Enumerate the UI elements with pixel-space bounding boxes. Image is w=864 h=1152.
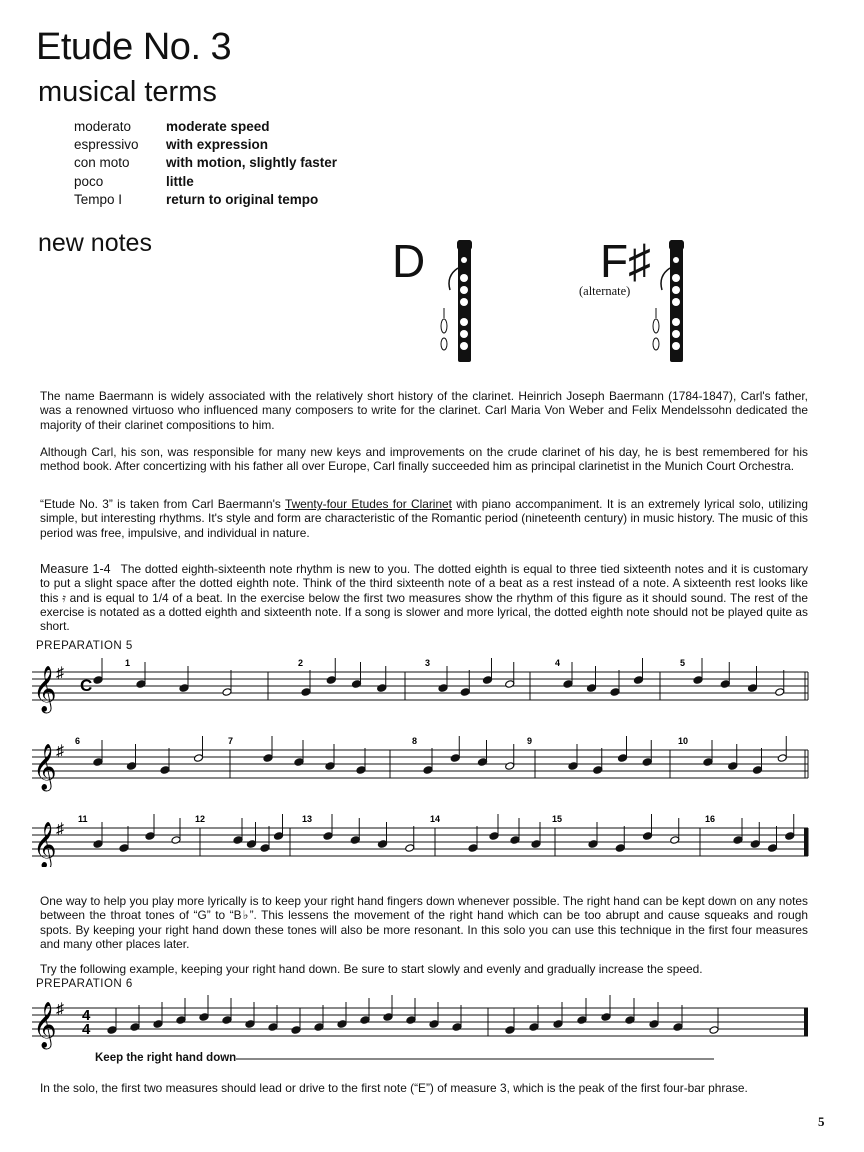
notehead — [468, 844, 478, 853]
sharp-icon: ♯ — [56, 1001, 64, 1018]
notehead — [199, 1013, 209, 1022]
common-time-icon: C — [80, 676, 93, 695]
notehead — [673, 1023, 683, 1032]
notehead — [553, 1020, 563, 1029]
notehead — [325, 762, 335, 771]
notehead — [649, 1020, 659, 1029]
notehead — [93, 676, 103, 685]
terms-heading: musical terms — [38, 76, 217, 108]
measure-number: 4 — [555, 658, 561, 668]
term: Tempo I — [74, 191, 123, 207]
notehead — [119, 844, 129, 853]
notehead — [350, 836, 360, 845]
notehead — [176, 1016, 186, 1025]
text: The dotted eighth-sixteenth note rhythm is new to you. The dotted eighth is equal to three tied sixteenth notes and it is customary to put a slight space after the dotted eighth note. Think of the third sixteenth note of a beat as a rest instead of a note. A sixteenth rest looks like this — [40, 562, 808, 605]
notehead — [222, 1016, 232, 1025]
notehead — [510, 836, 520, 845]
notehead — [615, 844, 625, 853]
notehead — [748, 684, 758, 693]
notehead — [233, 836, 243, 845]
terms-list — [74, 118, 337, 209]
notehead — [728, 762, 738, 771]
notehead — [750, 840, 760, 849]
notehead — [107, 1026, 117, 1035]
text: and is equal to 1/4 of a beat. In the exercise below the first two measures show the rhythm of this figure as it should sound. The rest of the exercise is notated as a dotted eighth and sixteenth note. If a song is slower and more lyrical, the dotted eighth note should not be played quite as short. — [40, 590, 809, 634]
measure-number: 6 — [75, 736, 81, 746]
notehead — [563, 680, 573, 689]
final-barline — [804, 1008, 808, 1036]
term-row — [74, 136, 337, 154]
fingering-chart-d-icon — [436, 238, 486, 368]
notehead — [337, 1020, 347, 1029]
notehead — [360, 1016, 370, 1025]
notehead — [194, 754, 204, 763]
paragraph-baermann-history: The name Baermann is widely associated with the relatively short history of the clarinet. Heinrich Joseph Baermann (1784-1847), Carl's father, was a renowned virtuoso who influenced many composers to write for the clarinet. Carl Maria Von Weber and Felix Mendelssohn dedicated the majority of their clarinet compositions to him. — [40, 389, 808, 432]
notehead — [709, 1026, 719, 1035]
notehead — [785, 832, 795, 841]
term: moderato — [74, 119, 132, 134]
book-title: Twenty-four Etudes for Clarinet — [284, 497, 452, 511]
notehead — [529, 1023, 539, 1032]
notehead — [153, 1020, 163, 1029]
sharp-icon: ♯ — [56, 743, 64, 760]
notehead — [247, 840, 257, 849]
notehead — [733, 836, 743, 845]
measure-number: 2 — [298, 658, 304, 668]
time-signature-bottom: 4 — [82, 1021, 91, 1038]
notehead — [352, 680, 362, 689]
text: with piano accompaniment. It is an extremely lyrical solo, utilizing simple, but interesting rhythms. It's style and form are characteristic of the Romantic period (nineteenth century) in music history. The music of this period was free, impulsive, and individual in nature. — [40, 497, 808, 540]
notehead — [452, 1023, 462, 1032]
preparation-6-score — [30, 990, 815, 1060]
measure-number: 13 — [302, 814, 313, 824]
measure-number: 3 — [425, 658, 431, 668]
notehead — [323, 832, 333, 841]
notehead — [301, 688, 311, 697]
paragraph-carl-baermann: Although Carl, his son, was responsible for many new keys and improvements on the crude clarinet of his day, he is best remembered for his method book. After concertizing with his father all over Europe, Carl finally succeeded him as principal clarinetist in the Munich Court Orchestra. — [40, 445, 808, 474]
notehead — [643, 832, 653, 841]
term-definition: moderate speed — [166, 119, 270, 134]
page-title: Etude No. 3 — [36, 26, 232, 68]
note-name-f-sharp: F♯ — [600, 235, 652, 287]
paragraph-solo-phrase: In the solo, the first two measures should lead or drive to the first note (“E”) of measure 3, which is the peak of the first four-bar phrase. — [40, 1081, 748, 1095]
notehead — [693, 676, 703, 685]
measure-number: 16 — [705, 814, 716, 824]
term-row — [74, 118, 337, 136]
notehead — [260, 844, 270, 853]
notehead — [531, 840, 541, 849]
notehead — [383, 1013, 393, 1022]
preparation-5-label: PREPARATION 5 — [36, 640, 133, 652]
notehead — [160, 766, 170, 775]
paragraph-etude-source — [40, 497, 808, 540]
paragraph-right-hand-down: One way to help you play more lyrically is to keep your right hand fingers down whenever possible. The right hand can be kept down on any notes between the throat tones of “G” to “B♭”. This lessens the movement of the right hand which can be too abrupt and cause squeaks and rough spots. By keeping your right hand down these tones will also be more resonant. In this solo you can use this technique in the first four measures and many other places later. — [40, 894, 808, 951]
notehead — [450, 754, 460, 763]
notehead — [171, 836, 181, 845]
notehead — [703, 758, 713, 767]
preparation-6-label: PREPARATION 6 — [36, 978, 133, 990]
notehead — [145, 832, 155, 841]
preparation-5-score — [30, 652, 815, 867]
notehead — [634, 676, 644, 685]
notehead — [406, 1016, 416, 1025]
notehead — [378, 840, 388, 849]
notehead — [314, 1023, 324, 1032]
new-notes-heading: new notes — [38, 229, 152, 257]
notehead — [130, 1023, 140, 1032]
notehead — [245, 1020, 255, 1029]
notehead — [489, 832, 499, 841]
notehead — [377, 684, 387, 693]
notehead — [593, 766, 603, 775]
notehead — [642, 758, 652, 767]
notehead — [505, 1026, 515, 1035]
notehead — [405, 844, 415, 853]
paragraph-try-example: Try the following example, keeping your right hand down. Be sure to start slowly and evenly and gradually increase the speed. — [40, 962, 703, 976]
final-barline — [804, 828, 808, 856]
notehead — [587, 684, 597, 693]
notehead — [753, 766, 763, 775]
measure-number: 8 — [412, 736, 418, 746]
term-row — [74, 191, 337, 209]
measure-number: 7 — [228, 736, 234, 746]
notehead — [274, 832, 284, 841]
measure-number: 5 — [680, 658, 686, 668]
keep-hand-down-instruction: Keep the right hand down — [95, 1052, 237, 1064]
term: con moto — [74, 155, 130, 171]
alternate-label: (alternate) — [579, 284, 631, 298]
measure-number: 11 — [78, 814, 88, 824]
treble-clef-icon: 𝄞 — [33, 1003, 57, 1047]
notehead — [601, 1013, 611, 1022]
extension-line — [236, 1053, 716, 1061]
notehead — [478, 758, 488, 767]
term-definition: return to original tempo — [166, 191, 319, 207]
notehead — [670, 836, 680, 845]
measure-number: 1 — [125, 658, 131, 668]
paragraph-measure-1-4 — [40, 562, 808, 633]
notehead — [179, 684, 189, 693]
notehead — [618, 754, 628, 763]
term-definition: with motion, slightly faster — [166, 155, 338, 171]
note-name-d: D — [392, 235, 426, 287]
notehead — [222, 688, 232, 697]
term-definition: with expression — [166, 137, 269, 153]
fingering-chart-f-sharp-icon — [648, 238, 698, 368]
notehead — [127, 762, 137, 771]
page-number: 5 — [818, 1114, 825, 1129]
notehead — [625, 1016, 635, 1025]
notehead — [291, 1026, 301, 1035]
notehead — [720, 680, 730, 689]
term: espressivo — [74, 137, 139, 153]
notehead — [483, 676, 493, 685]
sixteenth-rest-icon: 𝄿 — [62, 590, 66, 605]
treble-clef-icon: 𝄞 — [33, 745, 57, 789]
term-definition: little — [166, 173, 194, 189]
notehead — [136, 680, 146, 689]
measure-number: 9 — [527, 736, 533, 746]
notehead — [610, 688, 620, 697]
notehead — [777, 754, 787, 763]
notehead — [93, 758, 103, 767]
notehead — [356, 766, 366, 775]
notehead — [775, 688, 785, 697]
notehead — [263, 754, 273, 763]
notehead — [577, 1016, 587, 1025]
sharp-icon: ♯ — [56, 665, 64, 682]
measure-label: Measure 1-4 — [40, 562, 111, 576]
measure-number: 12 — [195, 814, 206, 824]
time-signature-top: 4 — [82, 1007, 91, 1024]
notehead — [294, 758, 304, 767]
notehead — [438, 684, 448, 693]
term-row — [74, 173, 337, 191]
notehead — [93, 840, 103, 849]
notehead — [460, 688, 470, 697]
measure-number: 10 — [678, 736, 689, 746]
term: poco — [74, 173, 104, 189]
notehead — [429, 1020, 439, 1029]
text: “Etude No. 3” is taken from Carl Baermann's — [40, 497, 285, 511]
notehead — [588, 840, 598, 849]
notehead — [768, 844, 778, 853]
notehead — [268, 1023, 278, 1032]
treble-clef-icon: 𝄞 — [33, 667, 57, 711]
notehead — [505, 680, 515, 689]
measure-number: 15 — [552, 814, 563, 824]
notehead — [505, 762, 515, 771]
notehead — [326, 676, 336, 685]
term-row — [74, 154, 337, 172]
notehead — [423, 766, 433, 775]
measure-number: 14 — [430, 814, 441, 824]
treble-clef-icon: 𝄞 — [33, 823, 57, 867]
notehead — [568, 762, 578, 771]
sharp-icon: ♯ — [56, 821, 64, 838]
